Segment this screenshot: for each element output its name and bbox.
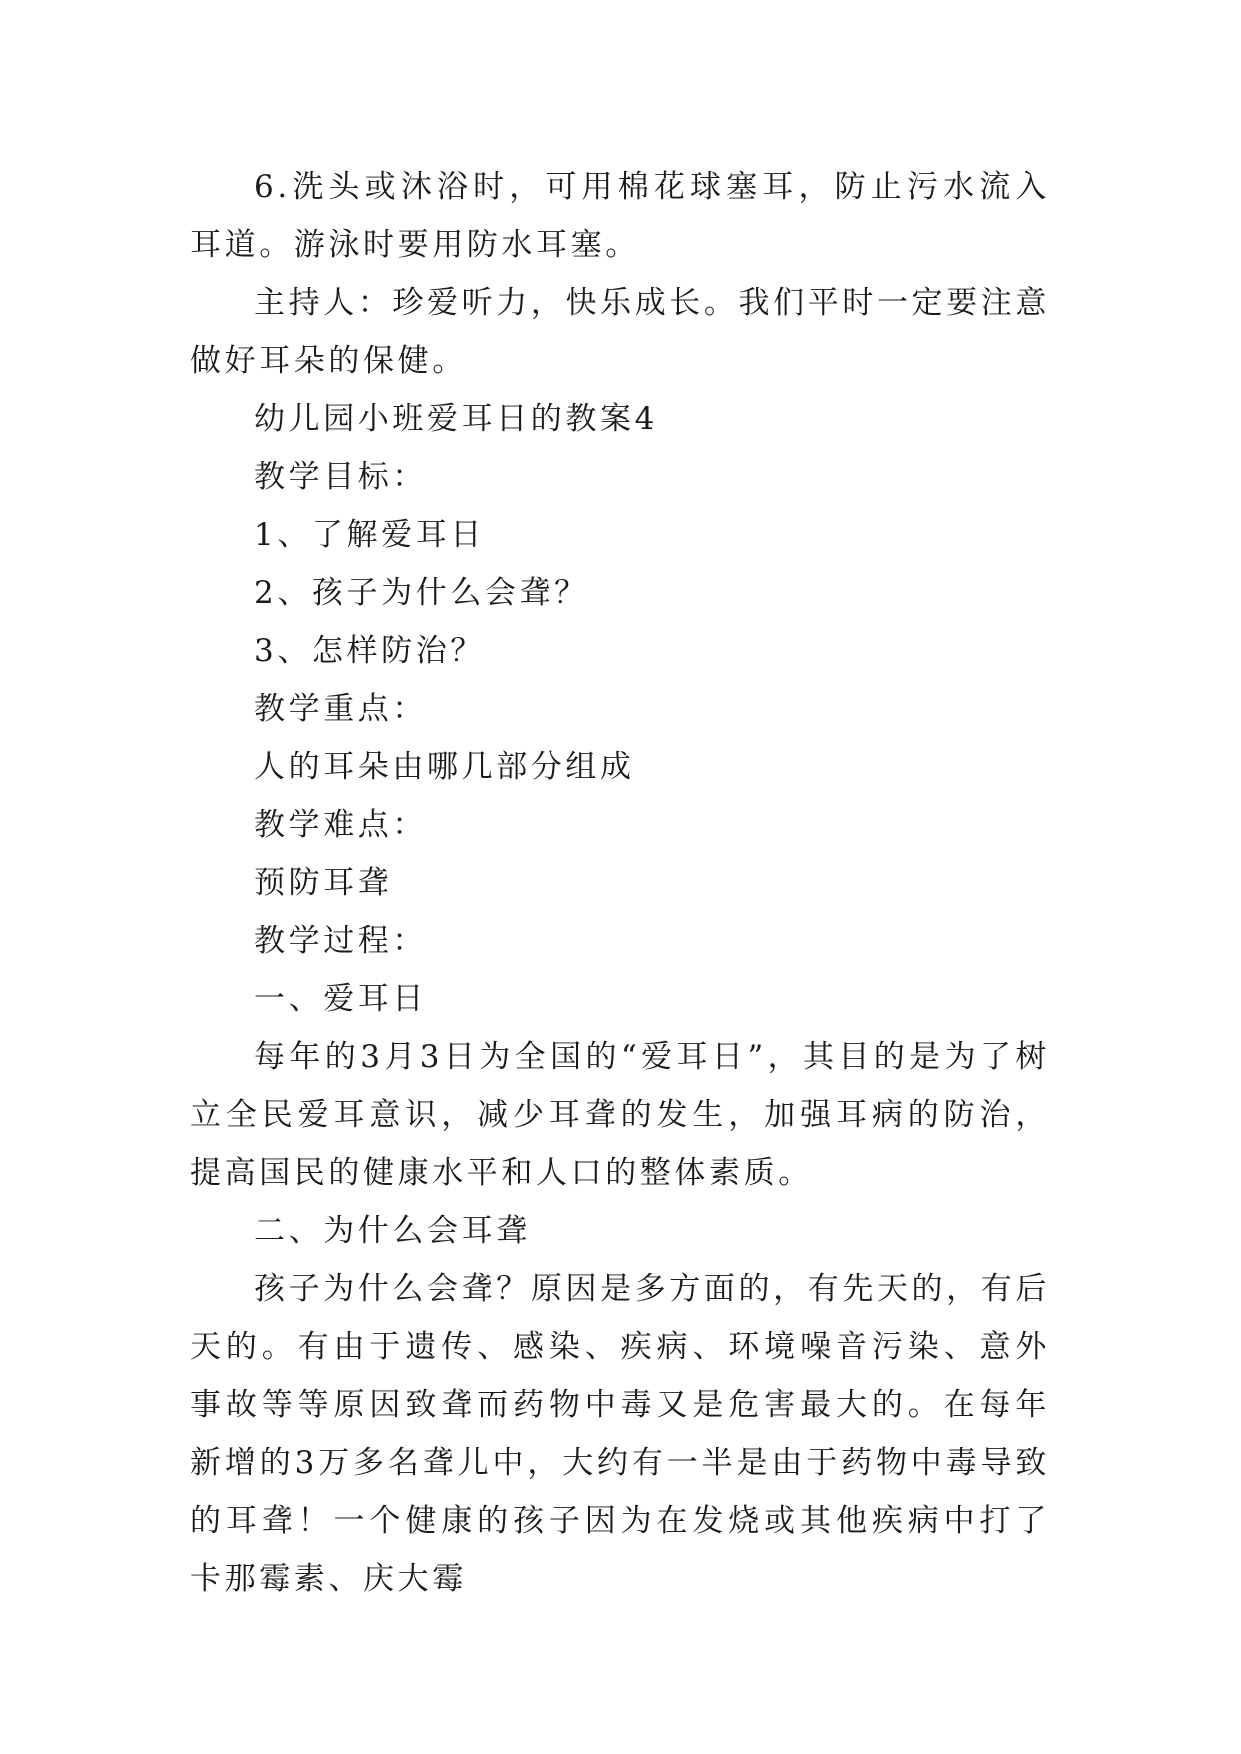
section-heading-2: 二、为什么会耳聋 (254, 1213, 531, 1249)
difficulty-text: 预防耳聋 (254, 865, 393, 901)
document-body (190, 158, 1050, 1608)
goal-item-2: 2、孩子为什么会聋？ (254, 575, 589, 611)
section-1-body: 每年的3月3日为全国的“爱耳日”，其目的是为了树立全民爱耳意识，减少耳聋的发生，加强耳病的防治，提高国民的健康水平和人口的整体素质。 (190, 1039, 1050, 1191)
goal-item-3: 3、怎样防治？ (254, 633, 485, 669)
heading-key-points: 教学重点： (254, 691, 427, 727)
paragraph-item-6: 6.洗头或沐浴时，可用棉花球塞耳，防止污水流入耳道。游泳时要用防水耳塞。 (190, 169, 1050, 263)
goal-item-1: 1、了解爱耳日 (254, 517, 485, 553)
section-heading-1: 一、爱耳日 (254, 981, 427, 1017)
heading-difficulties: 教学难点： (254, 807, 427, 843)
lesson-title: 幼儿园小班爱耳日的教案4 (254, 401, 658, 437)
key-point-text: 人的耳朵由哪几部分组成 (254, 749, 635, 785)
heading-teaching-goals: 教学目标： (254, 459, 427, 495)
section-2-body: 孩子为什么会聋？原因是多方面的，有先天的，有后天的。有由于遗传、感染、疾病、环境噪音污染、意外事故等等原因致聋而药物中毒又是危害最大的。在每年新增的3万多名聋儿中，大约有一半是由于药物中毒导致的耳聋！一个健康的孩子因为在发烧或其他疾病中打了卡那霉素、庆大霉 (190, 1271, 1050, 1597)
heading-process: 教学过程： (254, 923, 427, 959)
paragraph-host-remark: 主持人：珍爱听力，快乐成长。我们平时一定要注意做好耳朵的保健。 (190, 285, 1050, 379)
